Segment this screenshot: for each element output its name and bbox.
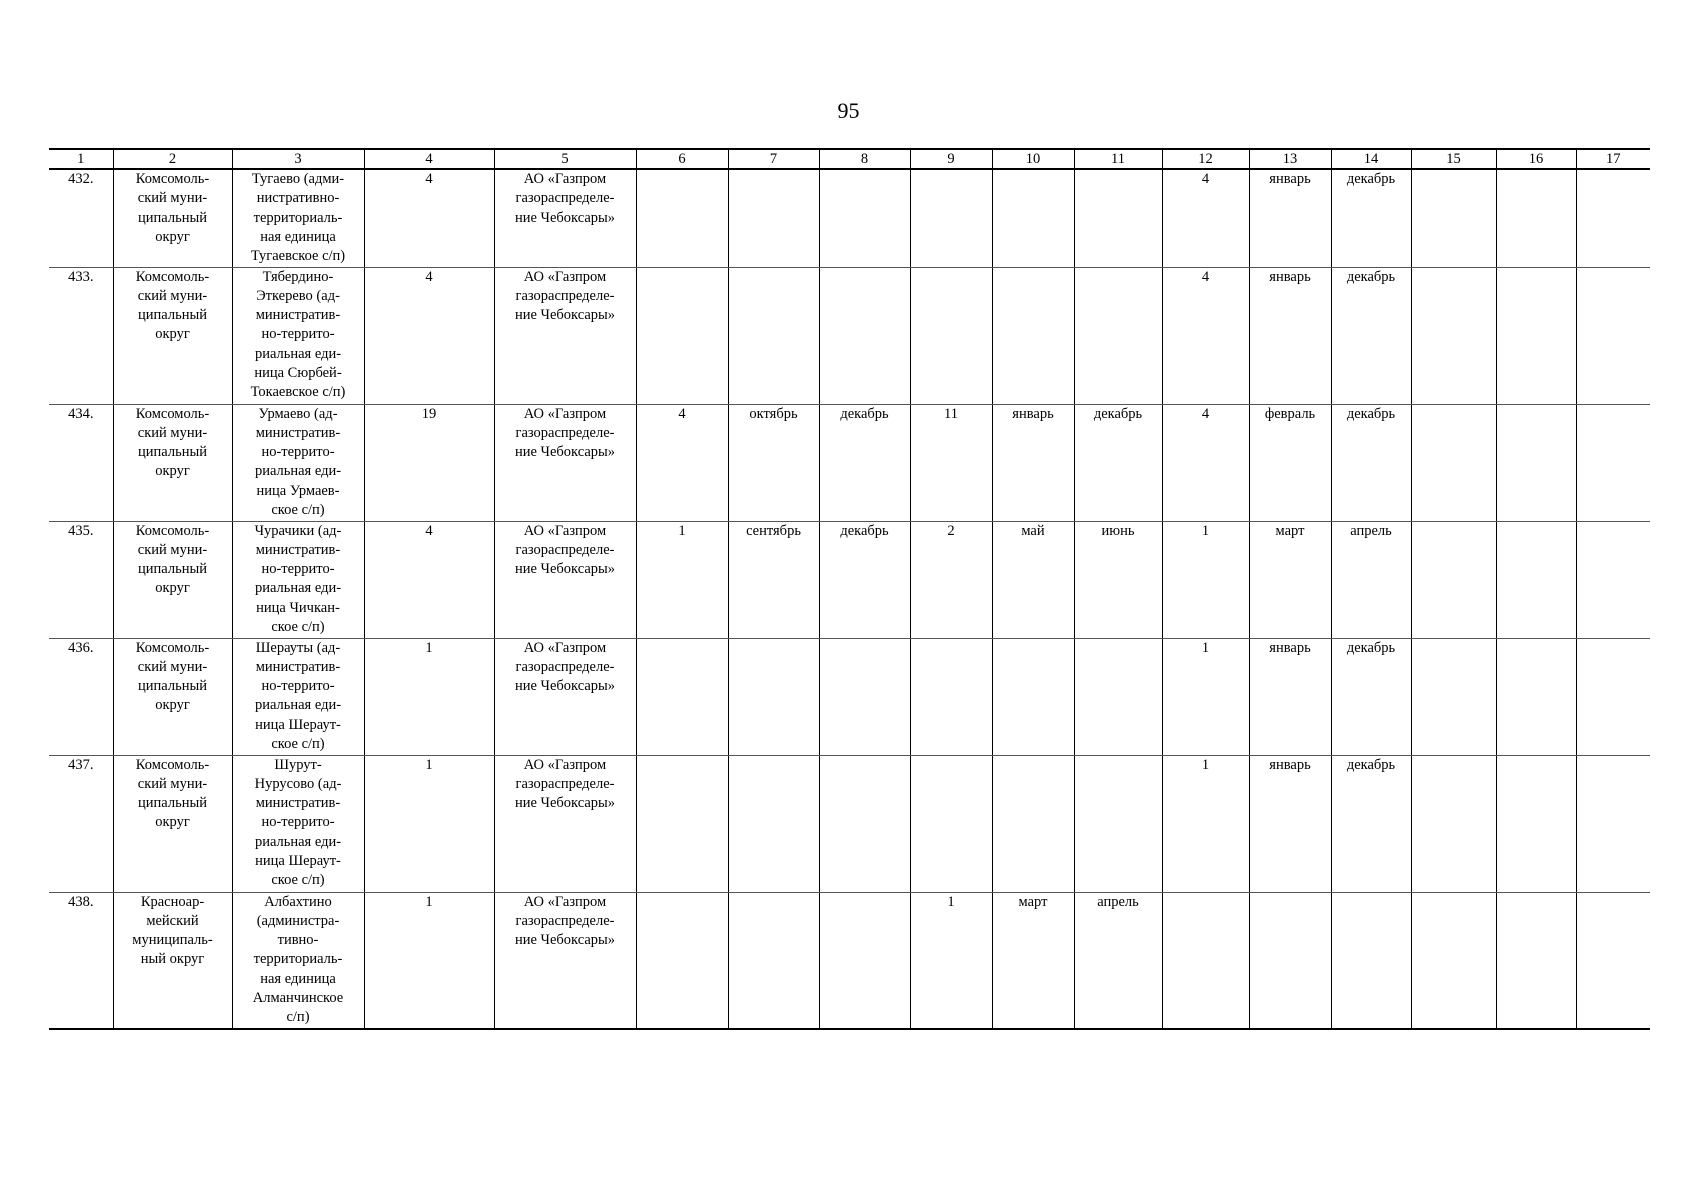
table-cell-col-2: Комсомоль- ский муни- ципальный округ: [113, 267, 232, 404]
table-cell-col-15: [1411, 521, 1496, 638]
table-cell-col-16: [1496, 521, 1576, 638]
table-cell-col-15: [1411, 892, 1496, 1029]
column-header-16: 16: [1496, 149, 1576, 169]
table-cell-col-14: [1331, 892, 1411, 1029]
table-cell-col-15: [1411, 638, 1496, 755]
table-cell-col-4: 1: [364, 638, 494, 755]
table-cell-col-9: [910, 267, 992, 404]
table-cell-col-3: Чурачики (ад- министратив- но-террито- риальная еди- ница Чичкан- ское с/п): [232, 521, 364, 638]
table-cell-col-16: [1496, 755, 1576, 892]
table-cell-col-16: [1496, 892, 1576, 1029]
table-cell-col-12: [1162, 892, 1249, 1029]
column-header-9: 9: [910, 149, 992, 169]
table-body: [49, 169, 1650, 1029]
table-cell-col-16: [1496, 404, 1576, 521]
table-cell-col-8: [819, 755, 910, 892]
table-row: [49, 521, 1650, 638]
table-cell-col-14: декабрь: [1331, 169, 1411, 267]
table-cell-col-11: июнь: [1074, 521, 1162, 638]
table-cell-col-14: декабрь: [1331, 404, 1411, 521]
table-cell-col-17: [1576, 404, 1650, 521]
table-cell-col-9: [910, 169, 992, 267]
table-cell-col-1: 437.: [49, 755, 113, 892]
table-cell-col-11: [1074, 267, 1162, 404]
table-cell-col-13: январь: [1249, 169, 1331, 267]
table-cell-col-2: Комсомоль- ский муни- ципальный округ: [113, 521, 232, 638]
table-cell-col-10: май: [992, 521, 1074, 638]
table-cell-col-2: Комсомоль- ский муни- ципальный округ: [113, 755, 232, 892]
table-cell-col-4: 1: [364, 892, 494, 1029]
table-cell-col-6: [636, 169, 728, 267]
table-cell-col-17: [1576, 755, 1650, 892]
table-cell-col-2: Комсомоль- ский муни- ципальный округ: [113, 638, 232, 755]
table-cell-col-1: 434.: [49, 404, 113, 521]
table-cell-col-4: 4: [364, 169, 494, 267]
table-cell-col-10: [992, 267, 1074, 404]
column-header-2: 2: [113, 149, 232, 169]
table-cell-col-15: [1411, 755, 1496, 892]
column-header-1: 1: [49, 149, 113, 169]
table-cell-col-15: [1411, 267, 1496, 404]
table-cell-col-5: АО «Газпром газораспределе- ние Чебоксары»: [494, 892, 636, 1029]
table-cell-col-3: Тябердино- Эткерево (ад- министратив- но-террито- риальная еди- ница Сюрбей- Токаевское с/п): [232, 267, 364, 404]
table-cell-col-13: январь: [1249, 638, 1331, 755]
table-cell-col-7: [728, 267, 819, 404]
table-cell-col-15: [1411, 404, 1496, 521]
table-cell-col-6: [636, 638, 728, 755]
table-cell-col-14: апрель: [1331, 521, 1411, 638]
table-cell-col-9: 11: [910, 404, 992, 521]
table-cell-col-2: Комсомоль- ский муни- ципальный округ: [113, 404, 232, 521]
table-cell-col-16: [1496, 638, 1576, 755]
table-cell-col-3: Тугаево (адми- нистративно- территориаль- ная единица Тугаевское с/п): [232, 169, 364, 267]
table-row: [49, 755, 1650, 892]
column-header-15: 15: [1411, 149, 1496, 169]
table-cell-col-7: октябрь: [728, 404, 819, 521]
table-cell-col-6: [636, 755, 728, 892]
table-cell-col-7: [728, 892, 819, 1029]
table-cell-col-4: 4: [364, 267, 494, 404]
table-cell-col-8: декабрь: [819, 404, 910, 521]
table-cell-col-13: январь: [1249, 267, 1331, 404]
column-header-11: 11: [1074, 149, 1162, 169]
table-cell-col-11: [1074, 755, 1162, 892]
table-cell-col-10: март: [992, 892, 1074, 1029]
table-cell-col-10: [992, 638, 1074, 755]
table-cell-col-12: 1: [1162, 755, 1249, 892]
table-cell-col-13: март: [1249, 521, 1331, 638]
column-header-14: 14: [1331, 149, 1411, 169]
table-cell-col-1: 436.: [49, 638, 113, 755]
table-cell-col-5: АО «Газпром газораспределе- ние Чебоксары»: [494, 638, 636, 755]
table-cell-col-7: [728, 169, 819, 267]
table-cell-col-9: 2: [910, 521, 992, 638]
table-cell-col-4: 19: [364, 404, 494, 521]
table-cell-col-1: 433.: [49, 267, 113, 404]
table-cell-col-17: [1576, 521, 1650, 638]
table-cell-col-13: февраль: [1249, 404, 1331, 521]
table-cell-col-13: январь: [1249, 755, 1331, 892]
table-cell-col-1: 438.: [49, 892, 113, 1029]
table-cell-col-10: январь: [992, 404, 1074, 521]
table-cell-col-7: [728, 755, 819, 892]
table-cell-col-17: [1576, 267, 1650, 404]
table-cell-col-9: [910, 755, 992, 892]
column-header-17: 17: [1576, 149, 1650, 169]
table-cell-col-17: [1576, 892, 1650, 1029]
table-cell-col-1: 432.: [49, 169, 113, 267]
table-cell-col-7: сентябрь: [728, 521, 819, 638]
table-cell-col-14: декабрь: [1331, 638, 1411, 755]
table-row: [49, 404, 1650, 521]
column-header-7: 7: [728, 149, 819, 169]
table-cell-col-6: [636, 267, 728, 404]
table-cell-col-8: [819, 169, 910, 267]
table-cell-col-6: [636, 892, 728, 1029]
column-header-8: 8: [819, 149, 910, 169]
table-cell-col-8: декабрь: [819, 521, 910, 638]
table-cell-col-5: АО «Газпром газораспределе- ние Чебоксары»: [494, 755, 636, 892]
table-cell-col-17: [1576, 169, 1650, 267]
page-number: 95: [837, 98, 860, 123]
table-row: [49, 169, 1650, 267]
table-cell-col-6: 1: [636, 521, 728, 638]
table-cell-col-3: Шерауты (ад- министратив- но-террито- риальная еди- ница Шераут- ское с/п): [232, 638, 364, 755]
table-cell-col-12: 4: [1162, 169, 1249, 267]
table-cell-col-8: [819, 267, 910, 404]
table-row: [49, 892, 1650, 1029]
data-table: [49, 148, 1650, 1030]
table-cell-col-5: АО «Газпром газораспределе- ние Чебоксары»: [494, 404, 636, 521]
table-cell-col-3: Шурут- Нурусово (ад- министратив- но-террито- риальная еди- ница Шераут- ское с/п): [232, 755, 364, 892]
table-cell-col-14: декабрь: [1331, 755, 1411, 892]
table-cell-col-2: Комсомоль- ский муни- ципальный округ: [113, 169, 232, 267]
table-cell-col-8: [819, 638, 910, 755]
table-cell-col-5: АО «Газпром газораспределе- ние Чебоксары»: [494, 267, 636, 404]
table-cell-col-4: 4: [364, 521, 494, 638]
table-cell-col-12: 4: [1162, 267, 1249, 404]
table-header: [49, 149, 1650, 169]
header-row: [49, 149, 1650, 169]
column-header-3: 3: [232, 149, 364, 169]
table-cell-col-3: Урмаево (ад- министратив- но-террито- риальная еди- ница Урмаев- ское с/п): [232, 404, 364, 521]
column-header-4: 4: [364, 149, 494, 169]
table-cell-col-10: [992, 169, 1074, 267]
table-cell-col-11: [1074, 638, 1162, 755]
column-header-6: 6: [636, 149, 728, 169]
table-cell-col-14: декабрь: [1331, 267, 1411, 404]
table-cell-col-11: апрель: [1074, 892, 1162, 1029]
table-cell-col-5: АО «Газпром газораспределе- ние Чебоксары»: [494, 521, 636, 638]
table-cell-col-12: 1: [1162, 638, 1249, 755]
column-header-12: 12: [1162, 149, 1249, 169]
table-cell-col-17: [1576, 638, 1650, 755]
table-cell-col-4: 1: [364, 755, 494, 892]
table-cell-col-8: [819, 892, 910, 1029]
table-cell-col-16: [1496, 169, 1576, 267]
table-row: [49, 638, 1650, 755]
column-header-13: 13: [1249, 149, 1331, 169]
table-cell-col-6: 4: [636, 404, 728, 521]
table-cell-col-12: 1: [1162, 521, 1249, 638]
table-cell-col-12: 4: [1162, 404, 1249, 521]
column-header-10: 10: [992, 149, 1074, 169]
table-row: [49, 267, 1650, 404]
table-cell-col-15: [1411, 169, 1496, 267]
table-cell-col-3: Албахтино (администра- тивно- территориаль- ная единица Алманчинское с/п): [232, 892, 364, 1029]
table-cell-col-11: декабрь: [1074, 404, 1162, 521]
table-cell-col-13: [1249, 892, 1331, 1029]
table-cell-col-10: [992, 755, 1074, 892]
table-cell-col-7: [728, 638, 819, 755]
column-header-5: 5: [494, 149, 636, 169]
table-cell-col-16: [1496, 267, 1576, 404]
table-cell-col-11: [1074, 169, 1162, 267]
table-cell-col-1: 435.: [49, 521, 113, 638]
table-cell-col-2: Красноар- мейский муниципаль- ный округ: [113, 892, 232, 1029]
table-cell-col-9: [910, 638, 992, 755]
table-cell-col-5: АО «Газпром газораспределе- ние Чебоксары»: [494, 169, 636, 267]
table-cell-col-9: 1: [910, 892, 992, 1029]
